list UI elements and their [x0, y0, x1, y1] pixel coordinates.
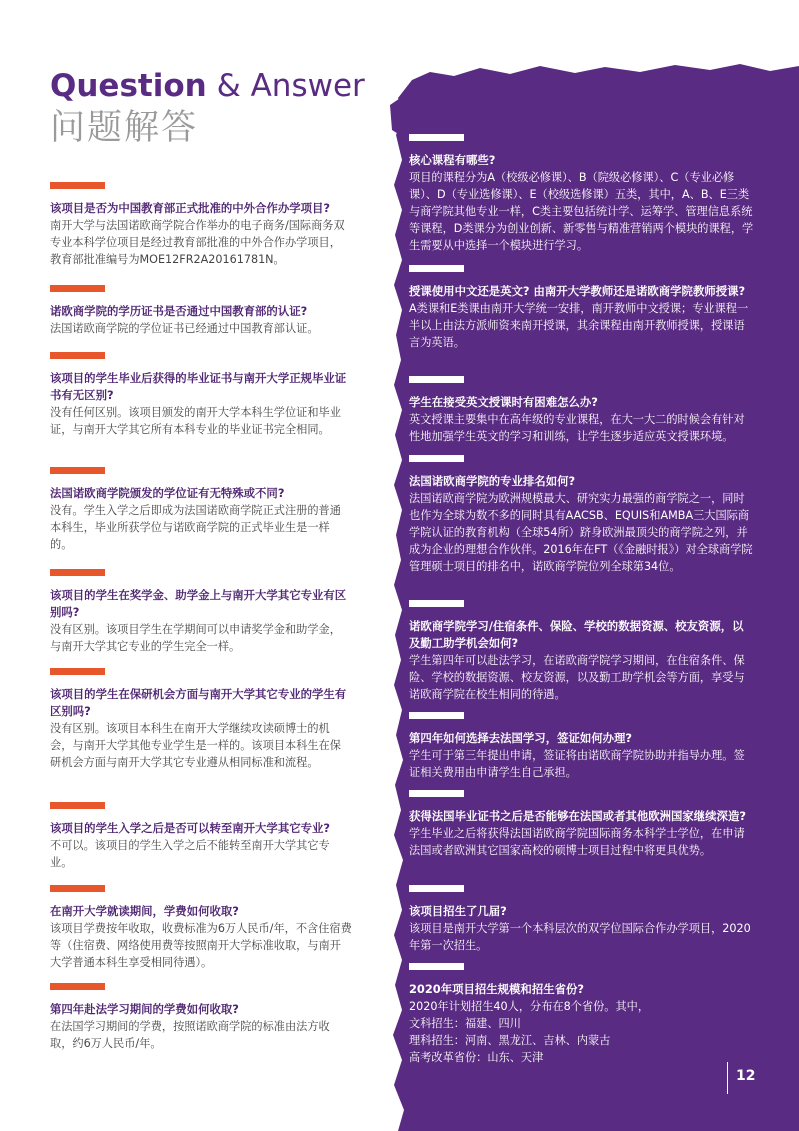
qa-item	[409, 712, 754, 781]
answer-line: 文科招生：福建、四川	[409, 1017, 521, 1030]
orange-divider	[50, 352, 105, 359]
answer: 没有区别。该项目本科生在南开大学继续攻读硕博士的机会，与南开大学其他专业学生是一样的。该项目本科生在保研机会方面与南开大学其它专业遵从相同标准和流程。	[50, 722, 341, 769]
answer: 该项目学费按年收取，收费标准为6万人民币/年，不含住宿费等（住宿费、网络使用费等按照南开大学标准收取，与南开大学普通本科生享受相同待遇）。	[50, 922, 352, 969]
white-divider	[409, 376, 464, 383]
white-divider	[409, 600, 464, 607]
white-divider	[409, 963, 464, 970]
question: 在南开大学就读期间，学费如何收取?	[50, 904, 239, 918]
answer: 该项目是南开大学第一个本科层次的双学位国际合作办学项目，2020年第一次招生。	[409, 922, 751, 952]
qa-item	[409, 376, 754, 445]
qa-item	[50, 285, 352, 337]
qa-item	[409, 265, 754, 351]
answer: 没有。学生入学之后即成为法国诺欧商学院正式注册的普通本科生，毕业所获学位与诺欧商学院的正式毕业生是一样的。	[50, 504, 341, 551]
qa-item	[409, 885, 754, 954]
orange-divider	[50, 182, 105, 189]
question: 获得法国毕业证书之后是否能够在法国或者其他欧洲国家继续深造?	[409, 809, 746, 823]
question: 该项目的学生入学之后是否可以转至南开大学其它专业?	[50, 821, 330, 835]
orange-divider	[50, 983, 105, 990]
answer: 学生毕业之后将获得法国诺欧商学院国际商务本科学士学位，在申请法国或者欧洲其它国家高校的硕博士项目过程中将更具优势。	[409, 827, 745, 857]
answer: 学生第四年可以赴法学习，在诺欧商学院学习期间，在住宿条件、保险、学校的数据资源、校友资源，以及勤工助学机会等方面，享受与诺欧商学院在校生相同的待遇。	[409, 654, 745, 701]
answer: 没有区别。该项目学生在学期间可以申请奖学金和助学金，与南开大学其它专业的学生完全一样。	[50, 623, 341, 653]
answer: 学生可于第三年提出申请，签证将由诺欧商学院协助并指导办理。签证相关费用由申请学生自己承担。	[409, 749, 745, 779]
qa-item	[50, 983, 352, 1052]
orange-divider	[50, 285, 105, 292]
question: 该项目招生了几届?	[409, 904, 507, 918]
answer: 南开大学与法国诺欧商学院合作举办的电子商务/国际商务双专业本科学位项目是经过教育部批准的中外合作办学项目，教育部批准编号为MOE12FR2A20161781N。	[50, 219, 345, 266]
orange-divider	[50, 668, 105, 675]
qa-item	[50, 802, 352, 871]
answer-line: 高考改革省份：山东、天津	[409, 1051, 544, 1064]
question: 该项目是否为中国教育部正式批准的中外合作办学项目?	[50, 201, 330, 215]
question: 该项目的学生在奖学金、助学金上与南开大学其它专业有区别吗?	[50, 588, 347, 619]
page-title	[50, 66, 365, 106]
question: 法国诺欧商学院的专业排名如何?	[409, 474, 576, 488]
qa-item	[409, 455, 754, 575]
answer: 2020年计划招生40人，分布在8个省份。其中，	[409, 1000, 650, 1013]
question: 诺欧商学院学习/住宿条件、保险、学校的数据资源、校友资源，以及勤工助学机会如何?	[409, 619, 744, 650]
answer: 项目的课程分为A（校级必修课）、B（院级必修课）、C（专业必修课）、D（专业选修课）、E（校级选修课）五类，其中，A、B、E三类与商学院其他专业一样，C类主要包括统计学、运筹学、管理信息系统等课程，D类课分为创业创新、新零售与精准营销两个模块的课程，学生需要从中选择一个模块进行学习。	[409, 171, 754, 252]
question: 第四年如何选择去法国学习，签证如何办理?	[409, 731, 633, 745]
qa-item	[409, 790, 754, 859]
answer: 英文授课主要集中在高年级的专业课程，在大一大二的时候会有针对性地加强学生英文的学习和训练，让学生逐步适应英文授课环境。	[409, 413, 745, 443]
question: 该项目的学生在保研机会方面与南开大学其它专业的学生有区别吗?	[50, 687, 347, 718]
answer: 在法国学习期间的学费，按照诺欧商学院的标准由法方收取，约6万人民币/年。	[50, 1020, 330, 1050]
orange-divider	[50, 467, 105, 474]
qa-item	[409, 134, 754, 254]
answer: 法国诺欧商学院的学位证书已经通过中国教育部认证。	[50, 322, 319, 335]
white-divider	[409, 134, 464, 141]
qa-item	[50, 668, 352, 771]
white-divider	[409, 790, 464, 797]
orange-divider	[50, 885, 105, 892]
question: 授课使用中文还是英文? 由南开大学教师还是诺欧商学院教师授课?	[409, 284, 746, 298]
qa-item	[409, 600, 754, 703]
page-title-rest: & Answer	[206, 68, 365, 104]
qa-item	[50, 467, 352, 553]
question: 法国诺欧商学院颁发的学位证有无特殊或不同?	[50, 486, 285, 500]
qa-item	[50, 885, 352, 971]
question: 核心课程有哪些?	[409, 153, 496, 167]
orange-divider	[50, 569, 105, 576]
page-number: 12	[736, 1068, 756, 1084]
page-number-rule	[727, 1062, 728, 1094]
question: 第四年赴法学习期间的学费如何收取?	[50, 1002, 239, 1016]
answer: 不可以。该项目的学生入学之后不能转至南开大学其它专业。	[50, 839, 330, 869]
qa-item	[50, 569, 352, 655]
page-title-bold: Question	[50, 68, 207, 104]
qa-item	[50, 182, 352, 268]
question: 该项目的学生毕业后获得的毕业证书与南开大学正规毕业证书有无区别?	[50, 371, 347, 402]
question: 诺欧商学院的学历证书是否通过中国教育部的认证?	[50, 304, 308, 318]
answer-line: 理科招生：河南、黑龙江、吉林、内蒙古	[409, 1034, 611, 1047]
page-subtitle: 问题解答	[50, 108, 199, 148]
answer: A类课和E类课由南开大学统一安排，南开教师中文授课；专业课程一半以上由法方派师资来南开授课，其余课程由南开教师授课，授课语言为英语。	[409, 302, 749, 349]
answer: 法国诺欧商学院为欧洲规模最大、研究实力最强的商学院之一，同时也作为全球为数不多的同时具有AACSB、EQUIS和AMBA三大国际商学院认证的教育机构（全球54所）跻身欧洲最顶尖的商学院之列，并成为企业的理想合作伙伴。2016年在FT（《金融时报》）对全球商学院管理硕士项目的排名中，诺欧商学院位列全球第34位。	[409, 492, 753, 573]
white-divider	[409, 455, 464, 462]
qa-item	[409, 963, 754, 1066]
question: 学生在接受英文授课时有困难怎么办?	[409, 395, 598, 409]
qa-item	[50, 352, 352, 438]
white-divider	[409, 712, 464, 719]
question: 2020年项目招生规模和招生省份?	[409, 982, 584, 996]
white-divider	[409, 265, 464, 272]
orange-divider	[50, 802, 105, 809]
answer: 没有任何区别。该项目颁发的南开大学本科生学位证和毕业证，与南开大学其它所有本科专业的毕业证书完全相同。	[50, 406, 341, 436]
white-divider	[409, 885, 464, 892]
